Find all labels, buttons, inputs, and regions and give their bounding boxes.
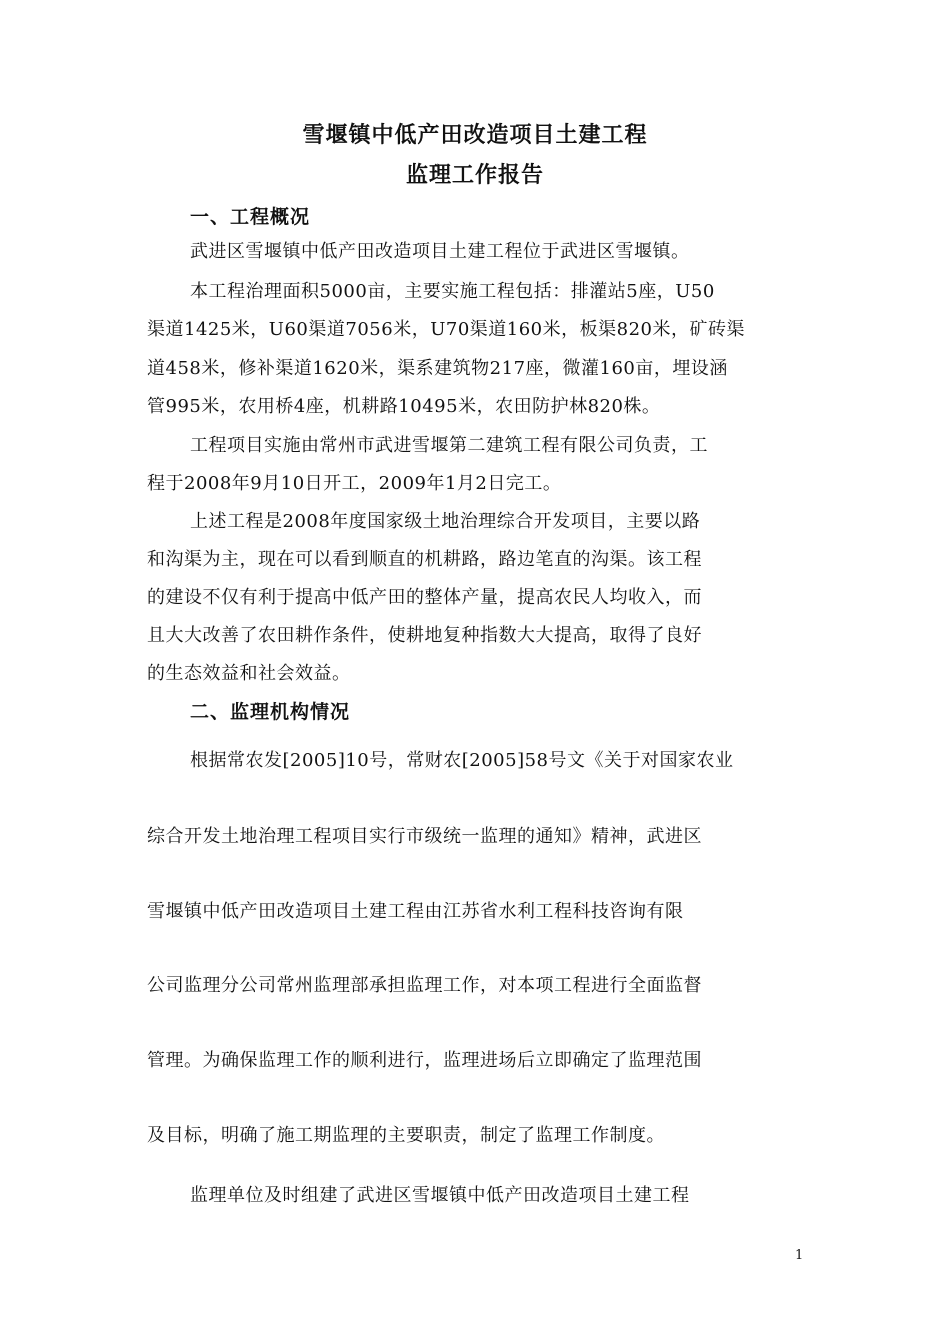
section1-line: 且大大改善了农田耕作条件，使耕地复种指数大大提高，取得了良好 (147, 625, 702, 646)
section2-line: 雪堰镇中低产田改造项目土建工程由江苏省水利工程科技咨询有限 (147, 901, 684, 922)
section2-line: 监理单位及时组建了武进区雪堰镇中低产田改造项目土建工程 (190, 1185, 690, 1206)
section1-line: 上述工程是2008年度国家级土地治理综合开发项目，主要以路 (190, 511, 701, 532)
section1-line: 的生态效益和社会效益。 (147, 663, 351, 684)
section2-line: 公司监理分公司常州监理部承担监理工作，对本项工程进行全面监督 (147, 975, 702, 996)
section1-line: 渠道1425米，U60渠道7056米，U70渠道160米，板渠820米，矿砖渠 (147, 319, 745, 340)
section1-line: 本工程治理面积5000亩，主要实施工程包括：排灌站5座，U50 (190, 281, 715, 302)
section2-line: 根据常农发[2005]10号，常财农[2005]58号文《关于对国家农业 (190, 750, 734, 771)
page-number: 1 (795, 1248, 804, 1263)
section2-heading: 二、监理机构情况 (190, 701, 351, 723)
document-title-line1: 雪堰镇中低产田改造项目土建工程 (302, 122, 648, 148)
section1-line: 管995米，农用桥4座，机耕路10495米，农田防护林820株。 (147, 396, 661, 417)
section2-line: 及目标，明确了施工期监理的主要职责，制定了监理工作制度。 (147, 1125, 665, 1146)
section1-line: 工程项目实施由常州市武进雪堰第二建筑工程有限公司负责，工 (190, 435, 708, 456)
section2-line: 管理。为确保监理工作的顺利进行，监理进场后立即确定了监理范围 (147, 1050, 702, 1071)
section1-line: 武进区雪堰镇中低产田改造项目土建工程位于武进区雪堰镇。 (190, 241, 690, 262)
document-title-line2: 监理工作报告 (405, 162, 544, 188)
section1-line: 道458米，修补渠道1620米，渠系建筑物217座，微灌160亩，埋设涵 (147, 358, 728, 379)
section1-heading: 一、工程概况 (190, 206, 311, 228)
section1-line: 的建设不仅有利于提高中低产田的整体产量，提高农民人均收入，而 (147, 587, 702, 608)
section1-line: 程于2008年9月10日开工，2009年1月2日完工。 (147, 473, 562, 494)
section1-line: 和沟渠为主，现在可以看到顺直的机耕路，路边笔直的沟渠。该工程 (147, 549, 702, 570)
section2-line: 综合开发土地治理工程项目实行市级统一监理的通知》精神，武进区 (147, 826, 702, 847)
